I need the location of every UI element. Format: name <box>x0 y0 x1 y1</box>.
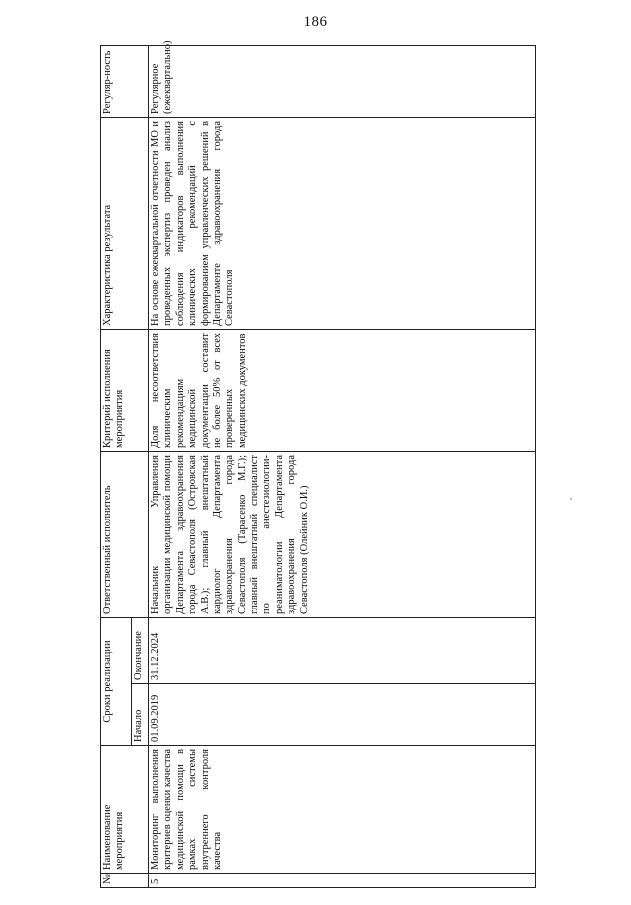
action-plan-table <box>100 40 536 888</box>
rotated-table-container <box>100 40 536 888</box>
table-row <box>149 45 536 887</box>
header-criterion: Критерий исполнения мероприятия <box>101 329 149 451</box>
row-responsible: Начальник Управления организации медицинской помощи Департамента здравоохранения города Севастополя (Островская А.В.); главный внештатный кардиолог Департамента здравоохранения города Севастополя (Тарасенко М.Г.); главный внештатный специалист по анестезиологии-реаниматологии Департамента здравоохранения города Севастополя (Олейник О.И.) <box>149 451 536 617</box>
row-name: Мониторинг выполнения критериев оценки качества медицинской помощи в рамках системы внутреннего контроля качества <box>149 746 536 874</box>
header-num: № <box>101 874 149 888</box>
row-start: 01.09.2019 <box>149 684 536 746</box>
row-end: 31.12.2024 <box>149 617 536 683</box>
row-num: 5 <box>149 874 536 888</box>
row-criterion: Доля несоответствия клиническим рекомендациям медицинской документации составит не более 50% от всех проверенных медицинских документов <box>149 329 536 451</box>
page-number: 186 <box>303 14 328 30</box>
row-characteristic: На основе ежеквартальной отчетности МО и проведенных экспертиз проведен анализ соблюдения индикаторов выполнения клинических рекомендаций с формированием управленческих решений в Департаменте здравоохранения города Севастополя <box>149 117 536 329</box>
header-end: Окончание <box>132 617 149 683</box>
header-characteristic: Характеристика результата <box>101 117 149 329</box>
header-responsible: Ответственный исполнитель <box>101 451 149 617</box>
row-regularity: Регулярное (ежеквартально) <box>149 45 536 117</box>
scan-artifact <box>570 498 572 500</box>
header-name: Наименование мероприятия <box>101 746 149 874</box>
header-terms: Сроки реализации <box>101 617 132 745</box>
header-regularity: Регуляр-ность <box>101 45 149 117</box>
header-start: Начало <box>132 684 149 746</box>
